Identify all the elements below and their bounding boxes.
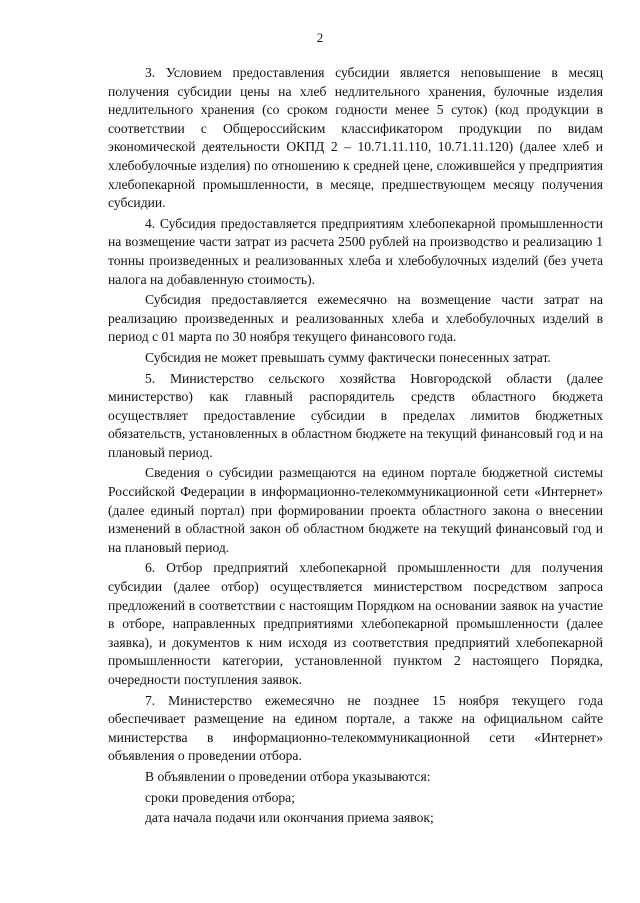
paragraph-item-6: 6. Отбор предприятий хлебопекарной промышленности для получения субсидии (далее отбор) осуществляется министерством посредством запроса предложений в соответствии с настоящим Порядком на основании заявок на участие в отборе, направленных предприятиями хлебопекарной промышленности (далее заявка), и документов к ним исходя из соответствия предприятий хлебопекарной промышленности категории, установленной пунктом 2 настоящего Порядка, очередности поступления заявок.	[108, 560, 603, 687]
paragraph-announcement-intro: В объявлении о проведении отбора указываются:	[145, 768, 431, 784]
paragraph-subsidy-monthly: Субсидия предоставляется ежемесячно на возмещение части затрат на реализацию произведенных и реализованных хлеба и хлебобулочных изделий в период с 01 марта по 30 ноября текущего финансового года.	[108, 292, 603, 345]
paragraph-application-dates: дата начала подачи или окончания приема заявок;	[145, 810, 434, 826]
paragraph-item-3: 3. Условием предоставления субсидии является неповышение в месяц получения субсидии цены на хлеб недлительного хранения, булочные изделия недлительного хранения (со сроком годности менее 5 суток) (код продукции в соответствии с Общероссийским классификатором продукции по видам экономической деятельности ОКПД 2 – 10.71.11.110, 10.71.11.120) (далее хлеб и хлебобулочные изделия) по отношению к средней цене, сложившейся у предприятия хлебопекарной промышленности, в месяце, предшествующем месяцу получения субсидии.	[108, 65, 603, 211]
paragraph-subsidy-info: Сведения о субсидии размещаются на едином портале бюджетной системы Российской Федерации в информационно-телекоммуникационной сети «Интернет» (далее единый портал) при формировании проекта областного закона о внесении изменений в областной закон об областном бюджете на текущий финансовый год и на плановый период.	[108, 465, 603, 555]
paragraph-item-4: 4. Субсидия предоставляется предприятиям хлебопекарной промышленности на возмещение части затрат из расчета 2500 рублей на производство и реализацию 1 тонны произведенных и реализованных хлеба и хлебобулочных изделий (без учета налога на добавленную стоимость).	[108, 215, 603, 287]
page-number: 2	[316, 30, 324, 45]
document-body	[108, 64, 603, 830]
paragraph-item-5: 5. Министерство сельского хозяйства Новгородской области (далее министерство) как главный распорядитель средств областного бюджета осуществляет предоставление субсидии в пределах лимитов бюджетных обязательств, установленных в областном бюджете на текущий финансовый год и на плановый период.	[108, 370, 603, 460]
paragraph-subsidy-limit: Субсидия не может превышать сумму фактически понесенных затрат.	[145, 349, 551, 365]
paragraph-item-7: 7. Министерство ежемесячно не позднее 15 ноября текущего года обеспечивает размещение на едином портале, а также на официальном сайте министерства в информационно-телекоммуникационной сети «Интернет» объявления о проведении отбора.	[108, 692, 603, 764]
paragraph-selection-dates: сроки проведения отбора;	[145, 789, 295, 805]
